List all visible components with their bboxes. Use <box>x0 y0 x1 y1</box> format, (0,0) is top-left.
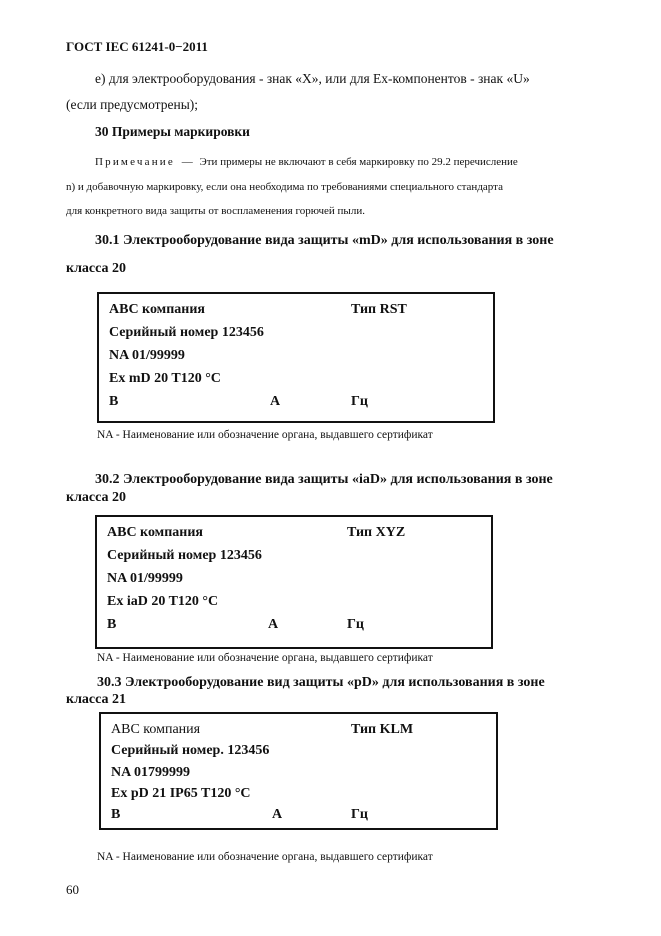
certificate-number: NA 01/99999 <box>109 348 185 363</box>
ex-marking: Ex mD 20 T120 °C <box>109 371 221 386</box>
document-header: ГОСТ IEC 61241-0−2011 <box>66 39 208 54</box>
unit-volt: В <box>109 394 119 409</box>
certificate-number: NA 01799999 <box>111 765 190 780</box>
type-label: Тип RST <box>351 302 407 317</box>
note-line-3: для конкретного вида защиты от воспламенения горючей пыли. <box>66 205 365 217</box>
section-title: 30 Примеры маркировки <box>95 124 250 139</box>
caption-30-1: NA - Наименование или обозначение органа, выдавшего сертификат <box>97 429 433 441</box>
unit-volt: В <box>107 617 117 632</box>
section-30-2-title-cont: класса 20 <box>66 490 127 505</box>
note-dash: — <box>181 156 193 168</box>
section-30-1-title-cont: класса 20 <box>66 261 127 276</box>
unit-amp: А <box>270 394 281 409</box>
unit-hertz: Гц <box>347 617 364 632</box>
ex-marking: Ex iaD 20 T120 °C <box>107 594 219 609</box>
company-name: ABC компания <box>107 525 203 540</box>
section-30-3-title-cont: класса 21 <box>66 692 127 707</box>
company-name: ABC компания <box>111 722 201 737</box>
company-name: ABC компания <box>109 302 205 317</box>
type-label: Тип XYZ <box>347 525 406 540</box>
note-label: Примечание <box>95 156 175 168</box>
note-text-1: Эти примеры не включают в себя маркировку по 29.2 перечисление <box>199 156 518 168</box>
ex-marking: Ex pD 21 IP65 T120 °C <box>111 786 251 801</box>
intro-line-1: e) для электрооборудования - знак «X», или для Ex-компонентов - знак «U» <box>95 71 530 86</box>
unit-volt: В <box>111 807 121 822</box>
serial-number: Серийный номер 123456 <box>109 325 264 340</box>
note-line-2: n) и добавочную маркировку, если она необходима по требованиями специального стандарта <box>66 181 503 193</box>
unit-hertz: Гц <box>351 807 368 822</box>
serial-number: Серийный номер 123456 <box>107 548 262 563</box>
unit-amp: А <box>268 617 279 632</box>
caption-30-3: NA - Наименование или обозначение органа, выдавшего сертификат <box>97 851 433 863</box>
marking-box-30-1 <box>97 292 495 423</box>
intro-line-2: (если предусмотрены); <box>66 97 199 112</box>
unit-amp: А <box>272 807 283 822</box>
section-30-3-title: 30.3 Электрооборудование вид защиты «pD» для использования в зоне <box>97 675 545 690</box>
marking-box-30-3 <box>99 712 498 830</box>
marking-box-30-2 <box>95 515 493 649</box>
section-30-2-title: 30.2 Электрооборудование вида защиты «iaD» для использования в зоне <box>95 472 553 487</box>
type-label: Тип KLM <box>351 722 414 737</box>
note-line-1 <box>95 156 518 168</box>
serial-number: Серийный номер. 123456 <box>111 743 270 758</box>
caption-30-2: NA - Наименование или обозначение органа, выдавшего сертификат <box>97 652 433 664</box>
section-30-1-title: 30.1 Электрооборудование вида защиты «mD» для использования в зоне <box>95 233 554 248</box>
unit-hertz: Гц <box>351 394 368 409</box>
page-number: 60 <box>66 882 79 897</box>
certificate-number: NA 01/99999 <box>107 571 183 586</box>
